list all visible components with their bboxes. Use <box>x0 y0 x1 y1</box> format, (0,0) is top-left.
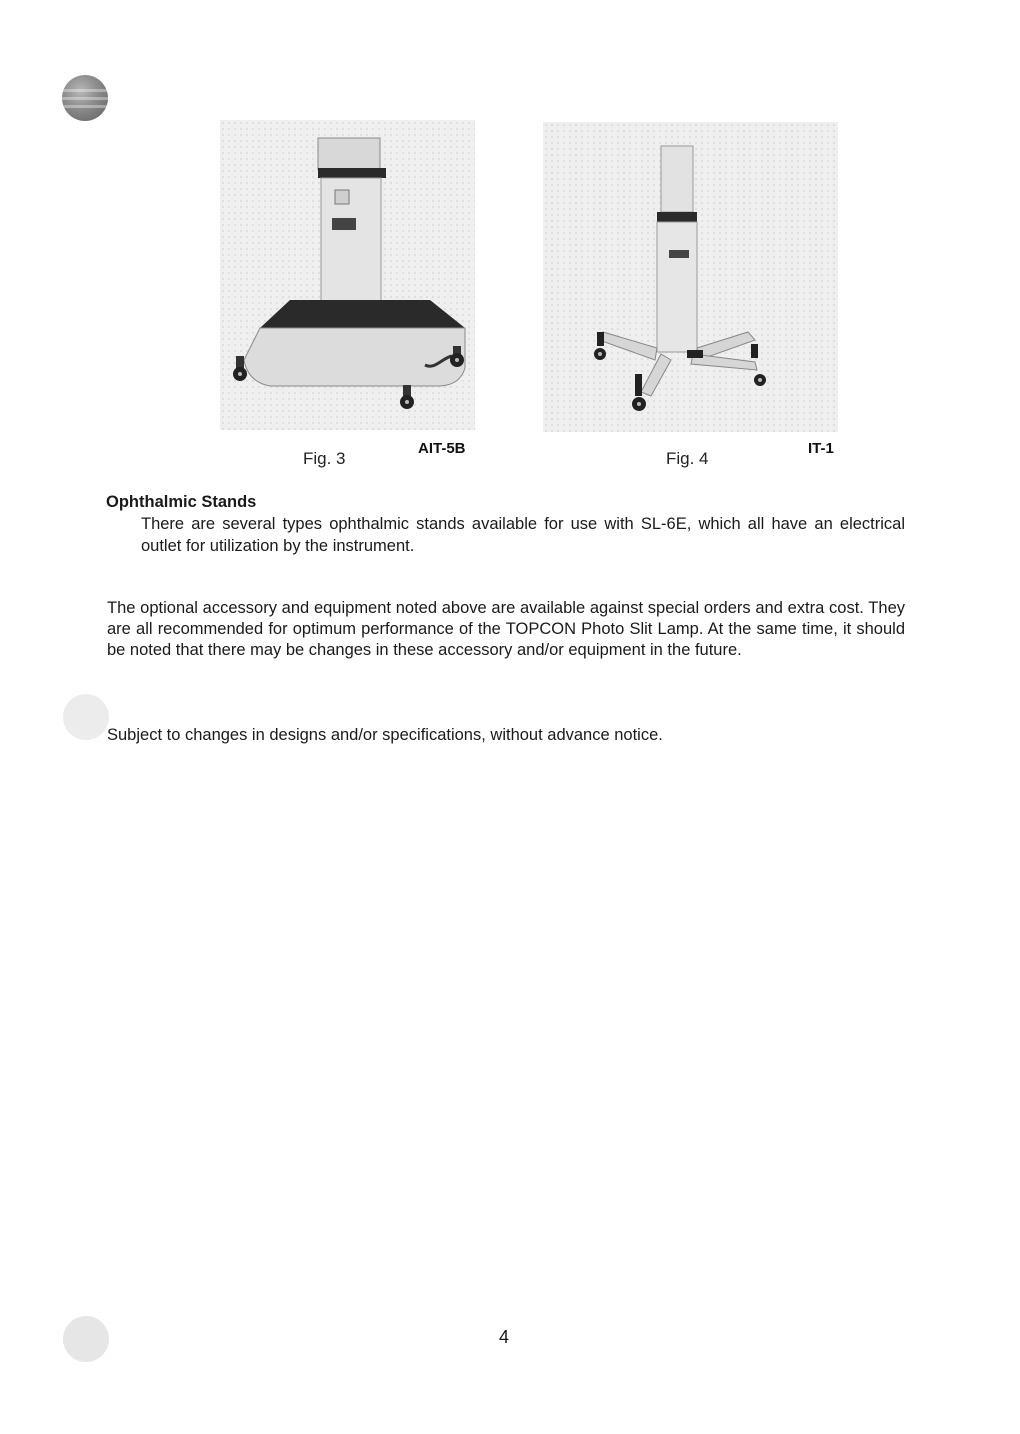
punch-hole <box>63 1316 109 1362</box>
fig-4-label: Fig. 4 <box>666 449 709 468</box>
section-body: There are several types ophthalmic stands available for use with SL-6E, which all have an electrical outlet for utilization by the instrument. <box>141 515 905 555</box>
change-notice: Subject to changes in designs and/or specifications, without advance notice. <box>107 726 663 744</box>
fig-4-model: IT-1 <box>808 440 834 457</box>
stand-photo-it-1 <box>543 122 838 432</box>
page-number: 4 <box>499 1327 510 1347</box>
accessory-paragraph: The optional accessory and equipment noted above are available against special orders and extra cost. They are all recommended for optimum performance of the TOPCON Photo Slit Lamp. At the same time, it should be noted that there may be changes in these accessory and/or equipment in the future. <box>107 599 905 659</box>
fig-3-label: Fig. 3 <box>303 449 346 468</box>
punch-hole <box>62 75 108 121</box>
section-title: Ophthalmic Stands <box>106 493 257 511</box>
fig-3-model: AIT-5B <box>418 440 466 457</box>
stand-photo-ait-5b <box>220 120 475 430</box>
stand-ait-5b-illustration <box>220 120 475 430</box>
stand-it-1-illustration <box>543 122 838 432</box>
punch-hole <box>63 694 109 740</box>
